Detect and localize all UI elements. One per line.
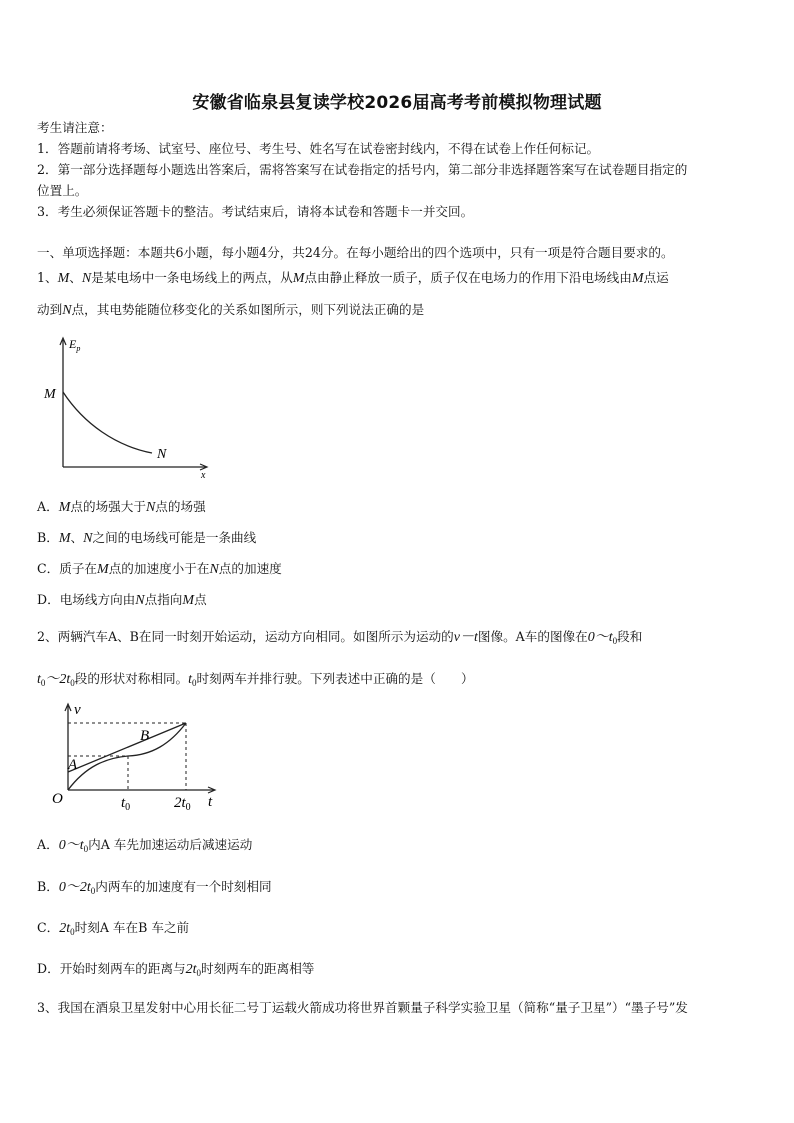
section-heading: 一、单项选择题：本题共6小题，每小题4分，共24分。在每小题给出的四个选项中，只有一项是符合题目要求的。 <box>37 245 674 260</box>
option-var: N <box>83 531 93 546</box>
origin-label: O <box>52 791 63 807</box>
option-label: B． <box>37 879 59 894</box>
option-label: D． <box>37 961 60 976</box>
q1-text: 是某电场中一条电场线上的两点，从 <box>91 270 293 285</box>
q1-text: 点运 <box>643 270 669 285</box>
x-axis-label: x <box>201 470 206 480</box>
q2-line-2 <box>37 671 474 691</box>
q2-text: 图像。A车的图像在 <box>477 629 588 644</box>
q1-option-c[interactable] <box>37 561 282 578</box>
q2-vt-graph <box>46 700 226 816</box>
q2-option-b[interactable] <box>37 879 272 899</box>
option-text: 时刻A 车在B 车之前 <box>74 920 190 935</box>
q2-math: $t_0$ <box>188 672 197 688</box>
option-label: C． <box>37 920 60 935</box>
q2-text: 段的形状对称相同。 <box>74 671 189 686</box>
q1-var-N: N <box>62 303 72 318</box>
t-axis-label: t <box>208 794 213 810</box>
option-text: 点的场强大于 <box>70 499 146 514</box>
q1-var-M: M <box>57 271 70 286</box>
notice-heading: 考生请注意： <box>37 120 113 135</box>
curve-A <box>68 723 186 790</box>
point-M-label: M <box>44 387 56 402</box>
q1-text: 动到 <box>37 302 63 317</box>
q1-option-d[interactable] <box>37 592 207 609</box>
q1-ep-graph <box>36 334 216 480</box>
option-math: $0\sim t_0$ <box>58 838 89 854</box>
label-B: B <box>140 728 150 744</box>
option-var: M <box>182 593 195 608</box>
ep-axis-label: $E_p$ <box>69 337 81 353</box>
q1-var-M: M <box>631 271 644 286</box>
q2-text: 时刻两车并排行驶。下列表述中正确的是（ ） <box>196 671 474 686</box>
option-label: B． <box>37 530 59 545</box>
q2-math: $0\sim t_0$ <box>587 630 618 646</box>
notice-item-2: 2．第一部分选择题每小题选出答案后，需将答案写在试卷指定的括号内，第二部分非选择题答案写在试卷题目指定的 <box>37 162 688 177</box>
q2-option-a[interactable] <box>37 837 252 857</box>
option-text: 点的加速度 <box>218 561 282 576</box>
v-axis-label: v <box>74 702 81 718</box>
tick-t0: $t_0$ <box>121 795 131 813</box>
option-text: 、 <box>70 530 84 545</box>
q1-line-2 <box>37 302 424 319</box>
option-math: $0\sim 2t_0$ <box>58 880 96 896</box>
tick-2t0: $2t_0$ <box>174 795 191 813</box>
option-text: 时刻两车的距离相等 <box>201 961 315 976</box>
option-math: $2t_0$ <box>185 962 202 978</box>
label-A: A <box>68 757 78 773</box>
option-var: N <box>135 593 145 608</box>
q1-text: 点，其电势能随位移变化的关系如图所示，则下列说法正确的是 <box>71 302 425 317</box>
q1-text: 、 <box>69 270 82 285</box>
option-text: 点 <box>194 592 207 607</box>
option-text: 质子在 <box>59 561 98 576</box>
option-label: A． <box>37 499 59 514</box>
option-text: 点的加速度小于在 <box>108 561 210 576</box>
option-var: M <box>58 531 71 546</box>
option-label: D． <box>37 592 60 607</box>
option-text: 之间的电场线可能是一条曲线 <box>92 530 257 545</box>
q2-option-d[interactable] <box>37 961 314 981</box>
q1-var-N: N <box>81 271 92 286</box>
q1-text: 点由静止释放一质子，质子仅在电场力的作用下沿电场线由 <box>304 270 632 285</box>
option-label: A． <box>37 837 59 852</box>
q1-line-1 <box>37 270 669 287</box>
q1-var-M: M <box>292 271 305 286</box>
option-text: 点指向 <box>144 592 183 607</box>
q2-number: 2、 <box>37 629 58 644</box>
q2-math: v－t <box>453 630 478 645</box>
q2-option-c[interactable] <box>37 920 189 940</box>
line-B <box>68 723 186 772</box>
q1-option-a[interactable] <box>37 499 206 516</box>
option-text: 开始时刻两车的距离与 <box>59 961 186 976</box>
option-text: 内两车的加速度有一个时刻相同 <box>95 879 272 894</box>
notice-item-2-cont: 位置上。 <box>37 183 88 198</box>
q3-line-1: 3、我国在酒泉卫星发射中心用长征二号丁运载火箭成功将世界首颗量子科学实验卫星（简称“量子卫星”）“墨子号”发 <box>37 1000 688 1015</box>
option-var: N <box>209 562 219 577</box>
exam-title: 安徽省临泉县复读学校2026届高考考前模拟物理试题 <box>192 93 602 113</box>
q1-number: 1、 <box>37 270 58 285</box>
option-var: M <box>58 500 71 515</box>
option-label: C． <box>37 561 60 576</box>
q2-text: 段和 <box>617 629 643 644</box>
ep-curve <box>63 392 152 453</box>
q2-text: 两辆汽车A、B在同一时刻开始运动，运动方向相同。如图所示为运动的 <box>57 629 454 644</box>
option-var: M <box>97 562 109 577</box>
notice-item-3: 3．考生必须保证答题卡的整洁。考试结束后，请将本试卷和答题卡一并交回。 <box>37 204 474 219</box>
point-N-label: N <box>157 447 167 462</box>
option-math: $2t_0$ <box>59 921 75 937</box>
option-text: 内A 车先加速运动后减速运动 <box>88 837 253 852</box>
option-text: 电场线方向由 <box>59 592 136 607</box>
option-var: N <box>145 500 156 515</box>
option-text: 点的场强 <box>155 499 206 514</box>
q2-line-1 <box>37 629 642 649</box>
notice-item-1: 1．答题前请将考场、试室号、座位号、考生号、姓名写在试卷密封线内，不得在试卷上作任何标记。 <box>37 141 600 156</box>
q1-option-b[interactable] <box>37 530 256 547</box>
q2-math: $t_0\sim 2t_0$ <box>37 672 75 688</box>
